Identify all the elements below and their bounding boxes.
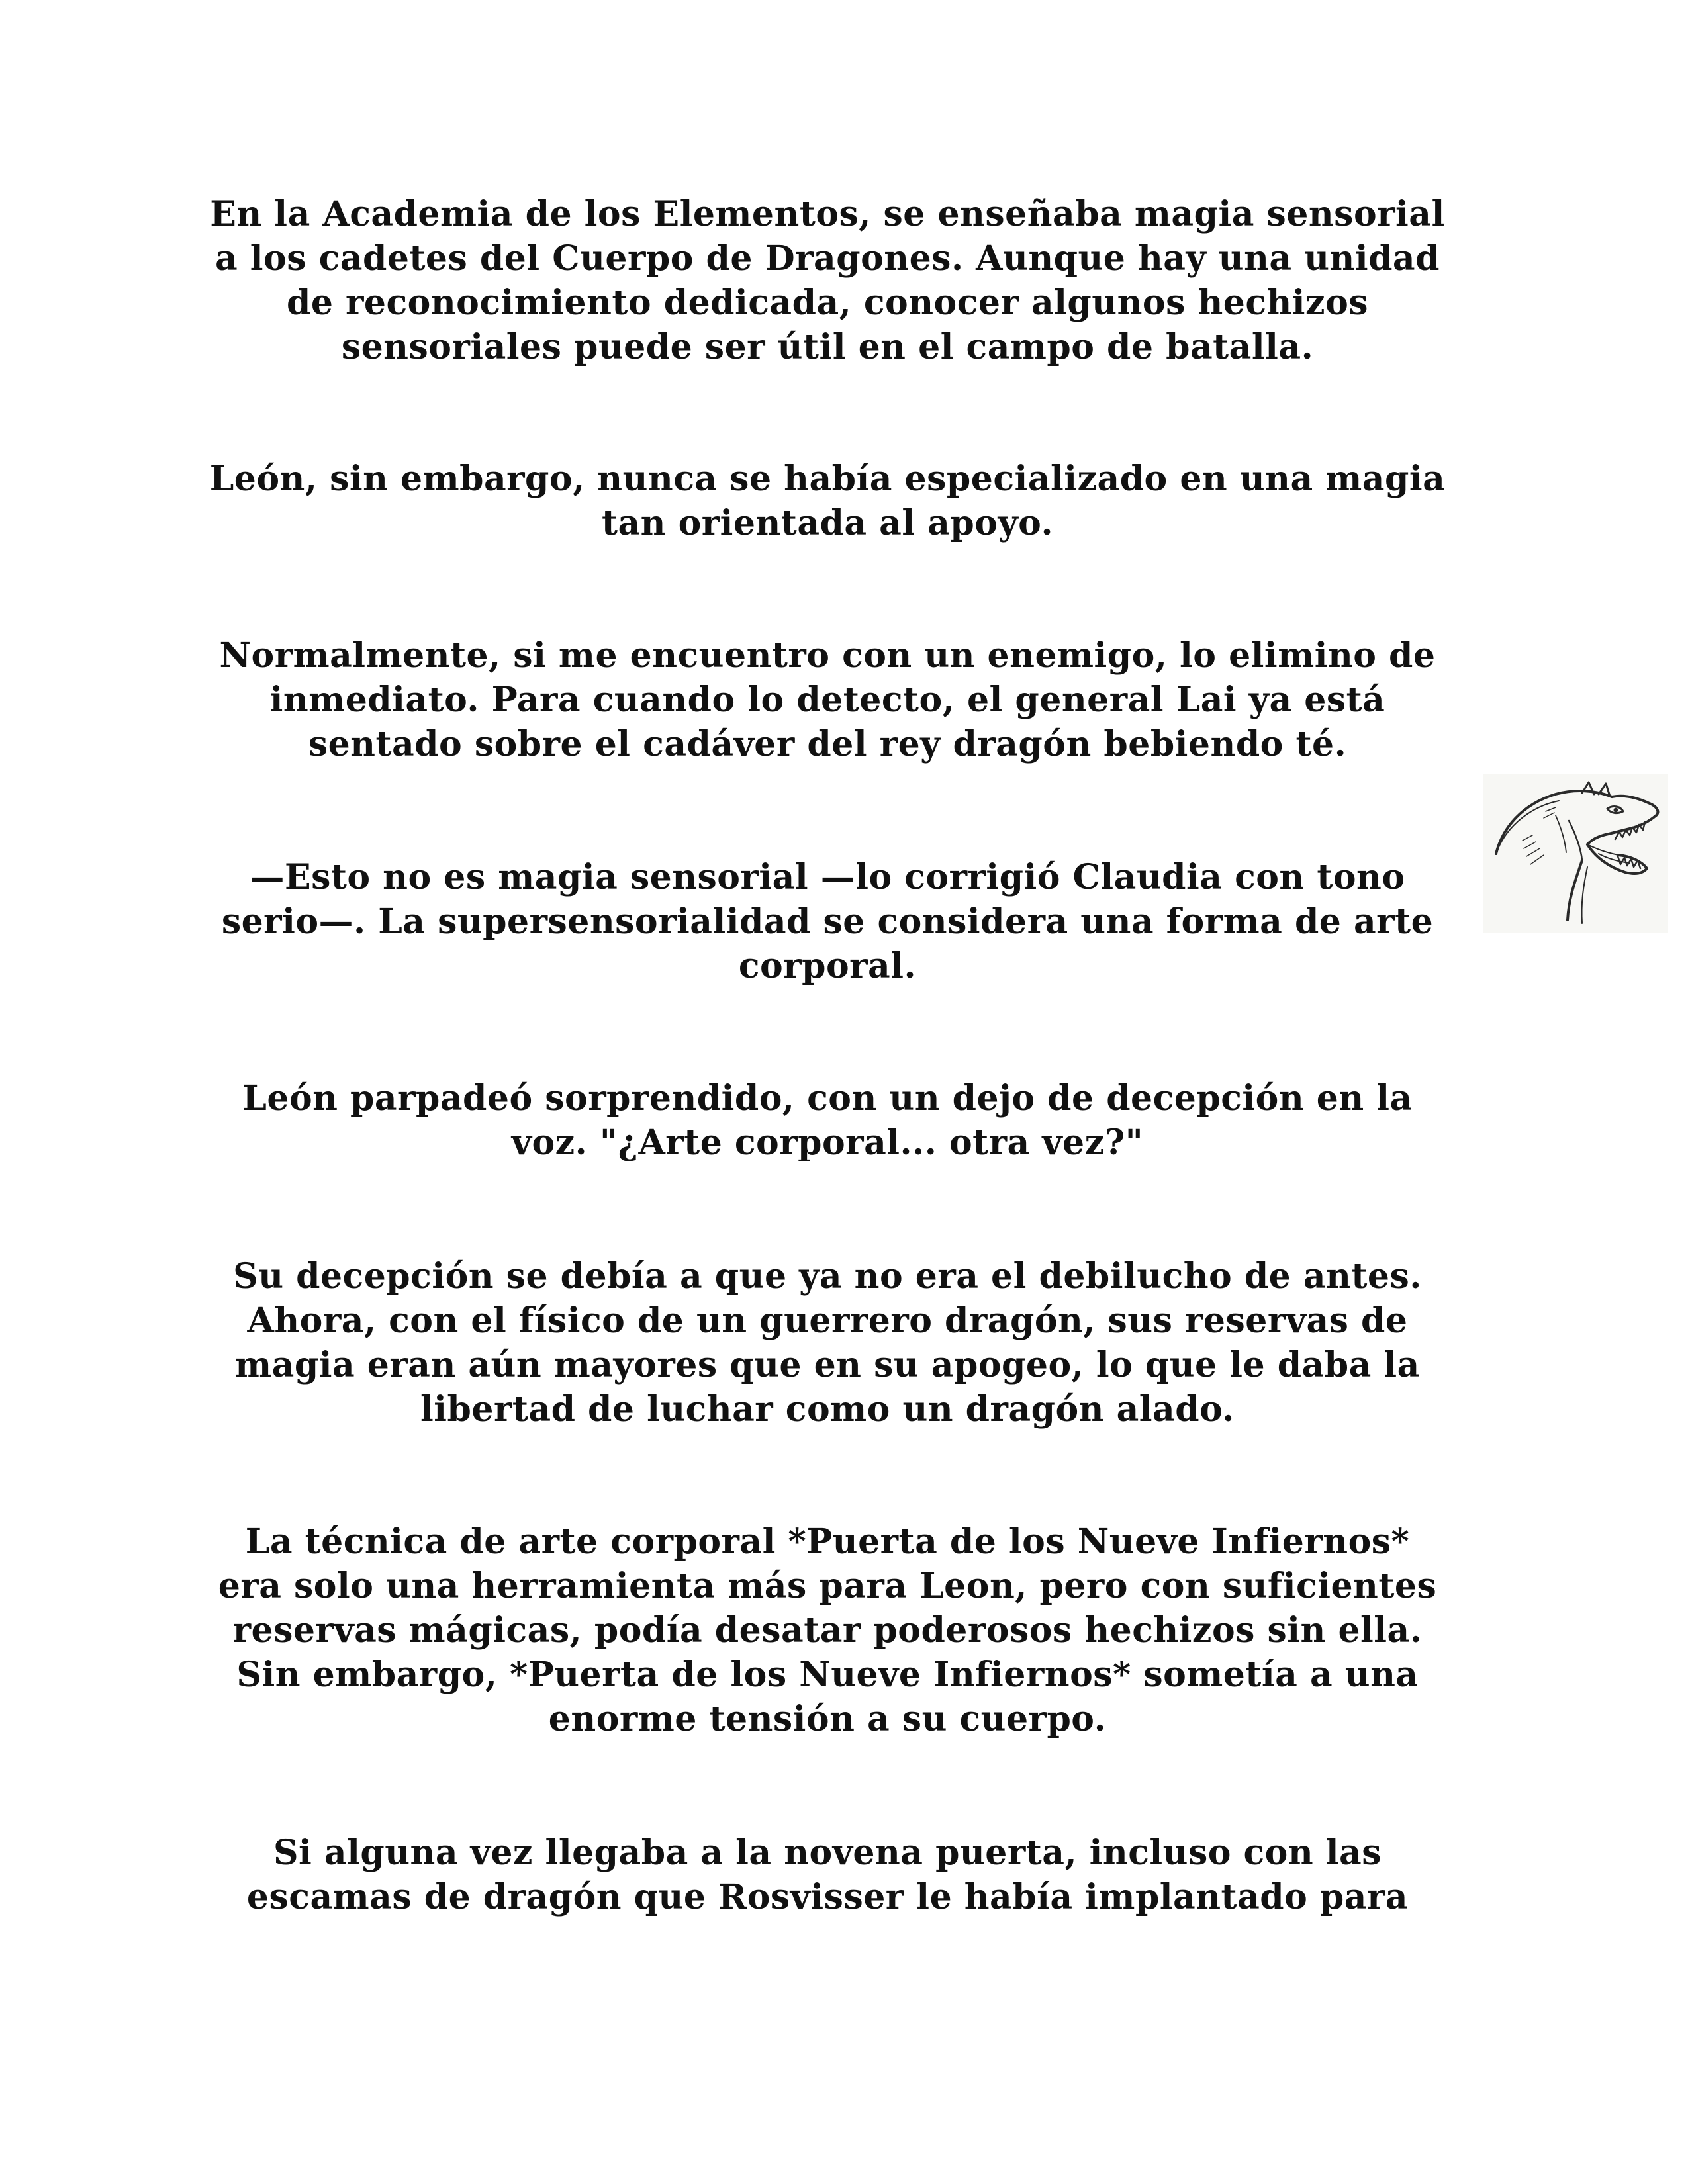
text-line: escamas de dragón que Rosvisser le había implantado para	[246, 1877, 1409, 1917]
text-line: Normalmente, si me encuentro con un enemigo, lo elimino de	[219, 635, 1436, 676]
text-line: La técnica de arte corporal *Puerta de los Nueve Infiernos*	[245, 1522, 1410, 1562]
text-line: Sin embargo, *Puerta de los Nueve Infiernos* sometía a una	[236, 1655, 1419, 1695]
paragraph-1	[199, 192, 1456, 369]
paragraph-2	[199, 457, 1456, 545]
text-line: Si alguna vez llegaba a la novena puerta, incluso con las	[273, 1833, 1382, 1873]
paragraph-8	[199, 1831, 1456, 1919]
text-line: voz. "¿Arte corporal... otra vez?"	[511, 1122, 1144, 1163]
text-line: Su decepción se debía a que ya no era el debilucho de antes.	[233, 1256, 1422, 1297]
paragraph-4	[199, 855, 1456, 988]
dragon-head-sketch-icon	[1483, 774, 1668, 933]
text-line: enorme tensión a su cuerpo.	[548, 1699, 1107, 1739]
paragraph-7	[199, 1520, 1456, 1741]
text-line: Ahora, con el físico de un guerrero dragón, sus reservas de	[247, 1300, 1408, 1341]
text-line: tan orientada al apoyo.	[601, 503, 1054, 543]
paragraph-5	[199, 1076, 1456, 1165]
text-line: de reconocimiento dedicada, conocer algunos hechizos	[286, 283, 1369, 323]
text-line: En la Academia de los Elementos, se enseñaba magia sensorial	[210, 194, 1445, 234]
text-line: —Esto no es magia sensorial —lo corrigió Claudia con tono	[250, 857, 1405, 897]
text-line: reservas mágicas, podía desatar poderosos hechizos sin ella.	[232, 1610, 1423, 1651]
paragraph-3	[199, 633, 1456, 766]
text-line: magia eran aún mayores que en su apogeo, lo que le daba la	[235, 1345, 1420, 1385]
text-line: serio—. La supersensorialidad se considera una forma de arte	[221, 901, 1434, 942]
text-line: a los cadetes del Cuerpo de Dragones. Aunque hay una unidad	[215, 238, 1440, 279]
text-line: inmediato. Para cuando lo detecto, el general Lai ya está	[269, 680, 1385, 720]
text-line: sensoriales puede ser útil en el campo de batalla.	[341, 327, 1314, 367]
text-line: León parpadeó sorprendido, con un dejo de decepción en la	[242, 1078, 1413, 1118]
paragraph-6	[199, 1254, 1456, 1432]
text-line: era solo una herramienta más para Leon, pero con suficientes	[218, 1566, 1437, 1606]
text-line: corporal.	[738, 946, 917, 986]
text-line: León, sin embargo, nunca se había especializado en una magia	[209, 459, 1446, 499]
text-line: libertad de luchar como un dragón alado.	[420, 1389, 1235, 1430]
text-line: sentado sobre el cadáver del rey dragón bebiendo té.	[308, 724, 1347, 764]
